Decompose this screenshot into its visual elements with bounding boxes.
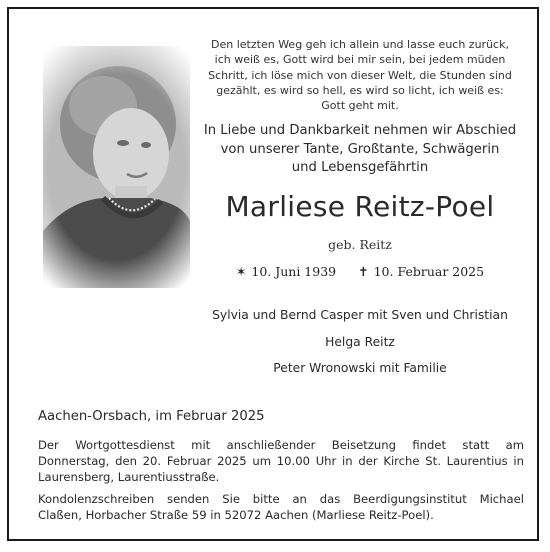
farewell-line: von unserer Tante, Großtante, Schwägerin [220, 141, 500, 157]
mourner-line: Helga Reitz [325, 335, 395, 349]
mourner-line: Sylvia und Bernd Casper mit Sven und Christian [212, 308, 508, 322]
life-dates [199, 264, 521, 279]
condolence-paragraph [38, 491, 524, 523]
poem-line: gezählt, es wird so hell, es wird so licht, ich weiß es: [216, 83, 504, 97]
poem [199, 37, 521, 113]
death-cross-icon: ✝ [358, 264, 369, 279]
condolence-line: Claßen, Horbacher Straße 59 in 52072 Aachen (Marliese Reitz-Poel). [38, 508, 434, 523]
service-paragraph [38, 437, 524, 486]
farewell-line: und Lebensgefährtin [291, 160, 429, 175]
birth-date: 10. Juni 1939 [251, 264, 337, 279]
service-line: Der Wortgottesdienst mit anschließender Beisetzung findet statt am [38, 438, 524, 452]
farewell-text [199, 122, 521, 178]
portrait-photo [43, 46, 190, 288]
poem-line: ich weiß es, Gott wird bei mir sein, bei jedem müden [214, 53, 506, 67]
maiden-name: geb. Reitz [328, 237, 392, 252]
poem-line: Schritt, ich löse mich von dieser Welt, die Stunden sind [208, 68, 512, 82]
poem-line: Den letzten Weg geh ich allein und lasse euch zurück, [211, 38, 509, 51]
mourner-line: Peter Wronowski mit Familie [273, 361, 447, 375]
obituary-notice [7, 7, 539, 541]
birth-star-icon: ✶ [235, 264, 247, 279]
service-line: Donnerstag, den 20. Februar 2025 um 10.00 Uhr in der Kirche St. Laurentius in [38, 454, 524, 469]
service-line: Laurensberg, Laurentiusstraße. [38, 470, 220, 485]
farewell-line: In Liebe und Dankbarkeit nehmen wir Abschied [203, 123, 517, 138]
place-and-date: Aachen-Orsbach, im Februar 2025 [38, 409, 265, 424]
poem-line: Gott geht mit. [321, 99, 399, 113]
condolence-line: Kondolenzschreiben senden Sie bitte an das Beerdigungsinstitut Michael [38, 492, 524, 506]
death-date: 10. Februar 2025 [373, 264, 485, 279]
deceased-name: Marliese Reitz-Poel [225, 190, 495, 223]
